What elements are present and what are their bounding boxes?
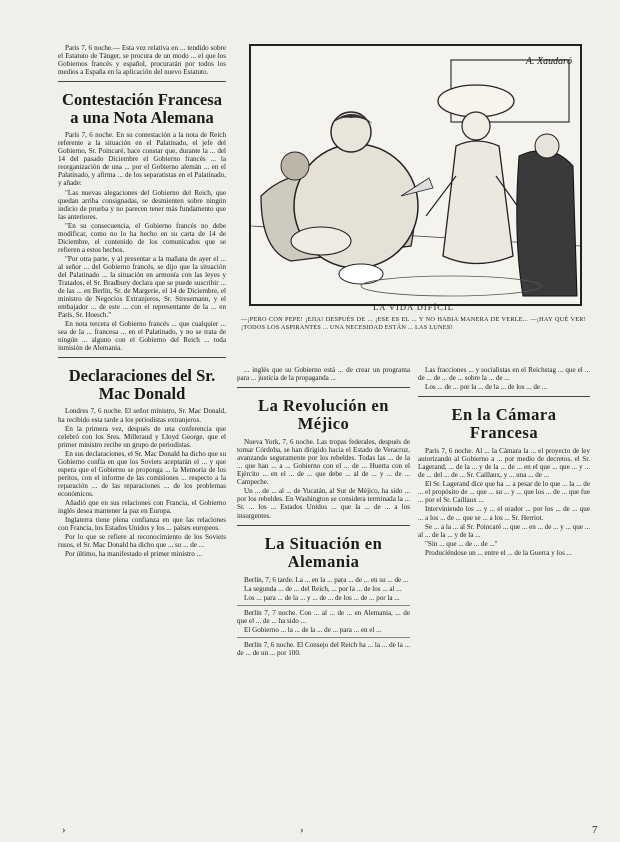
paragraph: Berlín 7, 7 noche. Con ... al ... de ... en Alemania, ... de que el ... de ... ha sido ... <box>237 608 410 625</box>
paragraph: Se ... a la ... al Sr. Poincaré ... que ... en ... de ... y ... que ... al ... de la ... y de la ... <box>418 522 590 539</box>
paragraph: Los ... de ... por la ... de la ... de los ... de ... <box>425 383 548 392</box>
paragraph: Añadió que en sus relaciones con Francia, el Gobierno inglés desea mantener la paz en Europa. <box>58 498 226 516</box>
divider <box>237 637 410 638</box>
paragraph: Por último, ha manifestado el primer ministro ... <box>65 550 202 559</box>
article-title-alemania: La Situación en Alemania <box>264 533 383 571</box>
paragraph: Las fracciones ... y socialistas en el Reichstag ... que el ... de ... de ... de ... sobre la ... de ... <box>418 366 590 383</box>
paragraph: La segunda ... de ... del Reich, ... por la ... de los ... al ... <box>244 584 402 593</box>
paragraph: El Sr. Lagerand dice que ha ... a pesar de lo que ... la ... de ... el propósito de ... que ... su ... y ... que los ... de ... que fue ... por el Sr. Caillaux ... <box>418 480 590 505</box>
cartoon <box>237 44 590 362</box>
paragraph: "Las nuevas alegaciones del Gobierno del Reich, que quedan arriba consignadas, se desmienten sobre ningún indicio de prueba y no parecen tener más fundamento que las anteriores. <box>58 188 226 221</box>
article-title-revolucion: La Revolución en Méjico <box>258 396 389 434</box>
paragraph: ... inglés que su Gobierno está ... de crear un programa para ... justicia de la propaganda ... <box>237 366 410 383</box>
paragraph: El Gobierno ... la ... de la ... de ... para ... en el ... <box>244 625 382 634</box>
cartoon-title: LA VIDA DIFÍCIL <box>373 302 454 312</box>
divider <box>418 396 590 397</box>
paragraph: Por lo que se refiere al reconocimiento de los Soviets rusos, el Sr. Mac Donald ha dicho que ... su ... de ... <box>58 533 226 550</box>
paragraph: París 7, 6 noche. En su contestación a la nota de Reich referente a la situación en el Palatinado, el jefe del Gobierno, Sr. Poincaré, hace constar que, durante la ... del 14 del pasado Diciembre el Gobierno francés ... la reorganización de una ... por el Gobierno alemán ... en el Palatinado, y afirma ... de los separatistas en el Palatinado, y añade: <box>58 131 226 188</box>
paragraph: En la primera vez, después de una conferencia que celebró con los Sres. Milleraud y Lloyd George, que el primer ministro recibe un grupo de periodistas. <box>58 424 226 449</box>
divider <box>237 387 410 388</box>
article-title-camara: En la Cámara Francesa <box>451 405 557 443</box>
paragraph: Los ... para ... de la ... y ... de ... de los ... de ... por la ... <box>244 593 400 602</box>
right-column <box>418 366 590 834</box>
paragraph: Inglaterra tiene plena confianza en que las relaciones con Francia, los Estados Unidos y los ... países europeos. <box>58 516 226 533</box>
paragraph: En sus declaraciones, el Sr. Mac Donald ha dicho que su Gobierno confía en que los Soviets aceptarán el ... y que espera que el Gobierno se proponga ... la Memoria de los peritos, con el informe de las comisiones ... respecto a la reparación ... de las reparaciones ... de los problemas económicos. <box>58 449 226 498</box>
cartoon-caption: —¡PERO CON PEPE! ¡EJIA! DESPUÉS DE ... ¡ESE ES EL ... Y NO HABIA MANERA DE VERLE... —¡HAY QUÉ VER! ¡TODOS LOS ASPIRANTES ... UNA NECESIDAD ESTÁN ... LAS LUNES! <box>241 316 586 332</box>
article-title-mac-donald: Declaraciones del Sr. Mac Donald <box>68 366 216 404</box>
paragraph: En nota tercera el Gobierno francés ... que cualquier ... sea de la ... francesa ... en el Palatinado, y no se trata de ningún ... alguno con el Gobierno del Reich ... toda inmisión de Alemania. <box>58 320 226 353</box>
paragraph: Un ... de ... al ... de Yucatán, al Sur de Méjico, ha sido ... por los rebeldes. En Washington se considera terminada la ... Sr. ... los ... Estados Unidos ... que la ... de ... a los insurgentes. <box>237 487 410 520</box>
paragraph: Produciéndose un ... entre el ... de la Guerra y los ... <box>425 548 572 557</box>
paragraph: Berlín 7, 6 noche. El Consejo del Reich ha ... la ... de la ... de ... de un ... por 100. <box>237 640 410 657</box>
divider <box>58 81 226 82</box>
corner-mark-center: › <box>300 824 304 836</box>
paragraph: "En su consecuencia, el Gobierno francés no debe modificar, como no lo ha hecho en su carta de 14 de Diciembre, el contenido de los comunicados que se refieren a estos hechos. <box>58 221 226 254</box>
corner-mark-left: › <box>62 824 66 836</box>
paragraph: Berlín, 7, 6 tarde. La ... en la ... para ... de ... en su ... de ... <box>244 575 409 584</box>
cartoon-frame <box>249 44 582 306</box>
divider <box>237 605 410 606</box>
paragraph: Interviniendo los ... y ... el orador ... por los ... de ... que ... a los ... de ... que se ... a los ... Sr. Herriot. <box>418 505 590 522</box>
left-column <box>58 44 226 834</box>
middle-column <box>237 366 410 834</box>
intro-paragraph: Paris 7, 6 noche.— Esta vez relativa en ... tendido sobre el Estatuto de Tánger, se procura de un modo ... el que los Gobiernos francés y español, procurarán por todos los medios a España en la aplicación del nuevo Estatuto. <box>58 44 226 77</box>
paragraph: "Sin ... que ... de ... de ..." <box>425 539 498 548</box>
cartoon-illustration <box>251 46 580 304</box>
paragraph: Londres 7, 6 noche. El señor ministro, Sr. Mac Donald, ha recibido esta tarde a los periodistas extranjeros. <box>58 407 226 424</box>
divider <box>58 357 226 358</box>
article-title-contestacion: Contestación Francesa a una Nota Alemana <box>62 90 222 128</box>
paragraph: París 7, 6 noche. Al ... la Cámara la ... el proyecto de ley autorizando al Gobierno a ... por medio de decretos, el Sr. Lagerand, ... de la ... y de la ... de ... en el que ... que ... y ... de ... del ... de ... Sr. Caillaux, y ... una ... de ... <box>418 447 590 480</box>
cartoon-signature: A. Xaudaró <box>525 56 572 67</box>
divider <box>237 525 410 526</box>
paragraph: "Por otra parte, y al presentar a la mañana de ayer el ... al señor ... del Gobierno francés, se dijo que la situación del Palatinado ... la situación en armonía con las leyes y Tratados, el Sr. Bradbury declara que se puede suscribir ... de las ... en Berlín, Sr. de Margerie, el 14 de Diciembre, el ministro de Negocios Extranjeros, Sr. Stresemann, y el embajador ... de este ... con el representante de la ... en París, Sr. Hoesch." <box>58 254 226 320</box>
corner-mark-right: 7 <box>592 824 598 836</box>
paragraph: Nueva York, 7, 6 noche. Las tropas federales, después de tomar Córdoba, se han dirigido hacia el Estado de Veracruz, avanzando seguramente por los rebeldes. Todas las ... de la ... que han ... a ... Gobierno con el ... de ... Huerta con el Ejército ... en el ... de ... que debe ... al de ... y ... de ... Campeche. <box>237 438 410 487</box>
